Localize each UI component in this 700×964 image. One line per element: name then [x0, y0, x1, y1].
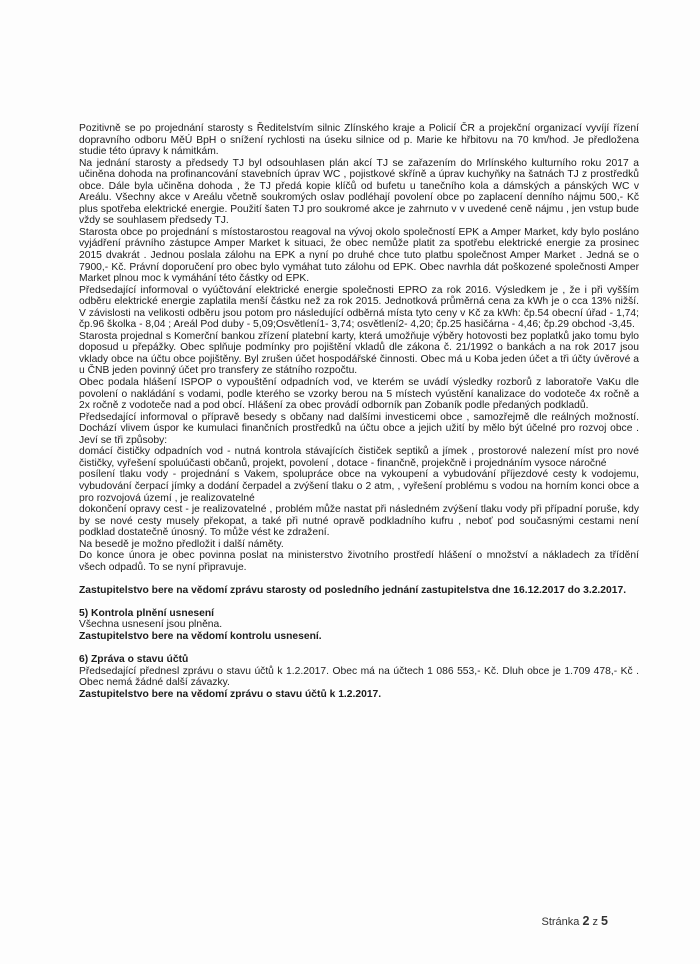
paragraph-investment-meeting: Předsedající informoval o přípravě besedy s občany nad dalšími investicemi obce , samozřejmě dle reálných možností. Dochází vlivem úspor ke kumulaci finančních prostředků na účtu obce a jejich užití by mělo být účelné pro rozvoj obce . Jeví se tři způsoby: — [79, 411, 639, 446]
paragraph-option-roads: dokončení opravy cest - je realizovatelné , problém může nastat při následném zvýšení tlaku vody při případní poruše, kdy by se nové cesty musely překopat, a také při nutné opravě podkladního kufru , neboť pod současnými cestami není podklad dostatečně únosný. To může vést ke zdražení. — [79, 504, 639, 539]
paragraph-tj-agreement: Na jednání starosty a předsedy TJ byl odsouhlasen plán akcí TJ se zařazením do Mrlínského kulturního roku 2017 a učiněna dohoda na profinancování stavebních úprav WC , pojistkové skříně a úprav kuchyňky na šatnách TJ z prostředků obce. Dále byla učiněna dohoda , že TJ předá kopie klíčů od bufetu u tanečního kola a dámských a pánských WC v Areálu. Všechny akce v Areálu včetně soukromých oslav podléhají povolení obce po zaplacení denního nájmu 500,- Kč plus spotřeba elektrické energie. Použití šaten TJ pro soukromé akce je zahrnuto v v uvedené ceně nájmu , jen vstup bude vždy se souhlasem předsedy TJ. — [79, 157, 639, 227]
page-label: Stránka — [541, 916, 580, 928]
section-5-text: Všechna usnesení jsou plněna. — [79, 619, 223, 631]
section-6-heading: 6) Zpráva o stavu účtů — [79, 654, 189, 666]
resolution-starosta-report: Zastupitelstvo bere na vědomí zprávu starosty od posledního jednání zastupitelstva dne 16.12.2017 do 3.2.2017. — [79, 584, 627, 596]
page-of: z — [592, 916, 598, 928]
paragraph-more-topics: Na besedě je možno předložit i další náměty. — [79, 538, 284, 550]
paragraph-epro-billing: Předsedající informoval o vyúčtování elektrické energie společnosti EPRO za rok 2016. Výsledkem je , že i při vyšším odběru elektrické energie zaplatila menší částku než za rok 2015. Jednotková průměrná cena za kWh je o cca 13% nižší. V závislosti na velikosti odběru jsou potom pro následující odběrná místa tyto ceny v Kč za kWh: čp.54 obecní úřad - 1,74; čp.96 školka - 8,04 ; Areál Pod duby - 5,09;Osvětlení1- 3,74; osvětlení2- 4,20; čp.25 hasičárna - 4,46; čp.29 obchod -3,45. — [79, 284, 639, 331]
page-total: 5 — [601, 914, 608, 928]
section-6-text: Předsedající přednesl zprávu o stavu účtů k 1.2.2017. Obec má na účtech 1 086 553,- Kč. Dluh obce je 1.709 478,- Kč . Obec nemá žádné další závazky. — [79, 665, 639, 689]
paragraph-ispop-report: Obec podala hlášení ISPOP o vypouštění odpadních vod, ve kterém se uvádí výsledky rozborů z laboratoře VaKu dle povolení o nakládání s vodami, podle kterého se vzorky berou na 5 místech vyústění kanalizace do vodoteče 4x ročně a 2x ročně z vodoteče nad a pod obcí. Hlášení za obec provádí odborník pan Zobaník podle předaných podkladů. — [79, 377, 639, 412]
paragraph-epk-amper: Starosta obce po projednání s místostarostou reagoval na vývoj okolo společností EPK a Amper Market, kdy bylo posláno vyjádření právního zástupce Amper Market k situaci, že obec nemůže platit za spotřebu elektrické energie za prosinec 2015 dvakrát . Jednou poslala zálohu na EPK a nyní po druhé chce tuto platbu společnost Amper Market . Jedná se o 7900,- Kč. Právní doporučení pro obec bylo vymáhat tuto zálohu od EPK. Obec navrhla dát poškozené společnosti Amper Market plnou moc k vymáhání této částky od EPK. — [79, 226, 639, 285]
section-5-resolution: Zastupitelstvo bere na vědomí kontrolu usnesení. — [79, 630, 322, 642]
document-body — [79, 123, 639, 700]
section-6-resolution: Zastupitelstvo bere na vědomí zprávu o stavu účtů k 1.2.2017. — [79, 688, 382, 700]
section-5-heading: 5) Kontrola plnění usnesení — [79, 607, 215, 619]
paragraph-option-wastewater: domácí čističky odpadních vod - nutná kontrola stávajících čističek septiků a jímek , prostorové nalezení míst pro nové čističky, vyřešení spoluúčasti občanů, projekt, povolení , dotace - finančně, projekčně i projednáním vysoce náročné — [79, 446, 639, 469]
paragraph-option-water-pressure: posílení tlaku vody - projednání s Vakem, spolupráce obce na vykoupení a vybudování příjezdové cesty k vodojemu, vybudování čerpací jímky a dodání čerpadel a zvýšení tlaku o 2 atm, , vyřešení problému s vodou na horním konci obce a pro rozvojová území , je realizovatelné — [79, 469, 639, 504]
page-current: 2 — [582, 914, 590, 928]
paragraph-speed-limit: Pozitivně se po projednání starosty s Ředitelstvím silnic Zlínského kraje a Policií ČR a projekční organizací vyvíjí řízení dopravního odboru MěÚ BpH o snížení rychlosti na úseku silnice od p. Marie ke hřbitovu na 70 km/hod. Je předložena studie této úpravy k námitkám. — [79, 123, 639, 158]
paragraph-waste-report: Do konce února je obec povinna poslat na ministerstvo životního prostředí hlášení o množství a nákladech za třídění všech odpadů. To se nyní připravuje. — [79, 550, 639, 573]
page-number-footer — [541, 914, 608, 928]
paragraph-bank-card: Starosta projednal s Komerční bankou zřízení platební karty, která umožňuje výběry hotovosti bez poplatků jako tomu bylo doposud u přepážky. Obec splňuje podmínky pro pojištění vkladů dle zákona č. 21/1992 o bankách a na rok 2017 jsou vklady obce na účtu obce pojištěny. Byl zrušen účet hospodářské činnosti. Obec má u Koba jeden účet a tři účty úvěrové a u ČNB jeden povinný účet pro transfery ze státního rozpočtu. — [79, 330, 639, 377]
